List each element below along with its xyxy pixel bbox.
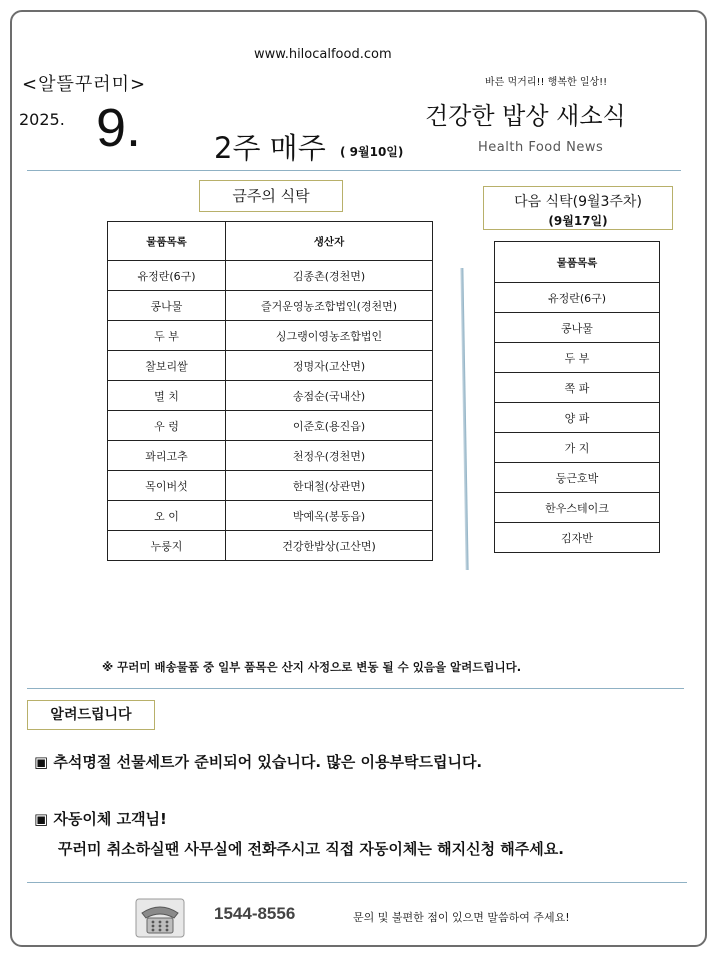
footer-divider [27,882,687,883]
telephone-icon [134,897,186,939]
column-header-items: 물품목록 [108,222,226,261]
slogan: 바른 먹거리!! 행복한 일상!! [485,77,608,88]
next-week-title: 다음 식탁(9월3주차) [514,194,642,210]
this-week-label: 금주의 식탁 [199,180,343,212]
website-url[interactable]: www.hilocalfood.com [254,47,392,62]
item-cell: 두 부 [495,343,660,373]
item-cell: 한우스테이크 [495,493,660,523]
item-cell: 가 지 [495,433,660,463]
table-row [495,523,660,553]
producer-cell: 정명자(고산면) [226,351,433,381]
table-row [108,321,433,351]
notice-label: 알려드립니다 [27,700,155,730]
column-header-producer: 생산자 [226,222,433,261]
table-row [495,283,660,313]
notice-item-autopay-body: 꾸러미 취소하실땐 사무실에 전화주시고 직접 자동이체는 해지신청 해주세요. [58,840,564,858]
contact-text: 문의 및 불편한 점이 있으면 말씀하여 주세요! [353,911,570,924]
table-header-row [495,242,660,283]
page-subtitle: Health Food News [478,140,604,155]
producer-cell: 이준호(용진읍) [226,411,433,441]
issue-month: 9. [96,98,142,158]
producer-cell: 김종촌(경천면) [226,261,433,291]
producer-cell: 싱그랭이영농조합법인 [226,321,433,351]
issue-week: 2주 매주 [214,131,326,165]
page-title: 건강한 밥상 새소식 [425,102,626,130]
next-week-date: (9월17일) [548,214,608,228]
item-cell: 유정란(6구) [108,261,226,291]
header-divider [27,170,681,171]
table-row [495,433,660,463]
producer-cell: 박예옥(봉동읍) [226,501,433,531]
table-row [108,501,433,531]
table-row [495,463,660,493]
change-notice: ※ 꾸러미 배송물품 중 일부 품목은 산지 사정으로 변동 될 수 있음을 알려드립니다. [102,660,522,674]
table-row [108,471,433,501]
section-divider [27,688,684,689]
item-cell: 콩나물 [495,313,660,343]
brand-name: <알뜰꾸러미> [22,74,147,95]
table-row [108,291,433,321]
table-row [108,411,433,441]
table-row [108,381,433,411]
item-cell: 양 파 [495,403,660,433]
column-header-items: 물품목록 [495,242,660,283]
item-cell: 김자반 [495,523,660,553]
producer-cell: 한대철(상관면) [226,471,433,501]
table-row [495,313,660,343]
item-cell: 찰보리쌀 [108,351,226,381]
phone-number[interactable]: 1544-8556 [214,904,296,923]
next-week-label [483,186,673,230]
notice-item-autopay-title: ▣ 자동이체 고객님! [34,810,167,828]
issue-year: 2025. [19,110,65,129]
item-cell: 오 이 [108,501,226,531]
item-cell: 두 부 [108,321,226,351]
producer-cell: 즐거운영농조합법인(경천면) [226,291,433,321]
item-cell: 꽈리고추 [108,441,226,471]
table-row [495,343,660,373]
producer-cell: 송점순(국내산) [226,381,433,411]
table-row [108,351,433,381]
table-row [495,403,660,433]
table-header-row [108,222,433,261]
item-cell: 쪽 파 [495,373,660,403]
table-row [495,373,660,403]
item-cell: 누룽지 [108,531,226,561]
this-week-table [107,221,433,561]
item-cell: 멸 치 [108,381,226,411]
table-row [495,493,660,523]
next-week-table-body [495,283,660,553]
item-cell: 우 렁 [108,411,226,441]
item-cell: 둥근호박 [495,463,660,493]
notice-item-gift-set: ▣ 추석명절 선물세트가 준비되어 있습니다. 많은 이용부탁드립니다. [34,753,483,771]
producer-cell: 천정우(경천면) [226,441,433,471]
item-cell: 목이버섯 [108,471,226,501]
table-row [108,531,433,561]
next-week-table [494,241,660,553]
this-week-table-body [108,261,433,561]
issue-date: ( 9월10일) [340,145,404,159]
item-cell: 유정란(6구) [495,283,660,313]
item-cell: 콩나물 [108,291,226,321]
producer-cell: 건강한밥상(고산면) [226,531,433,561]
table-row [108,261,433,291]
table-row [108,441,433,471]
